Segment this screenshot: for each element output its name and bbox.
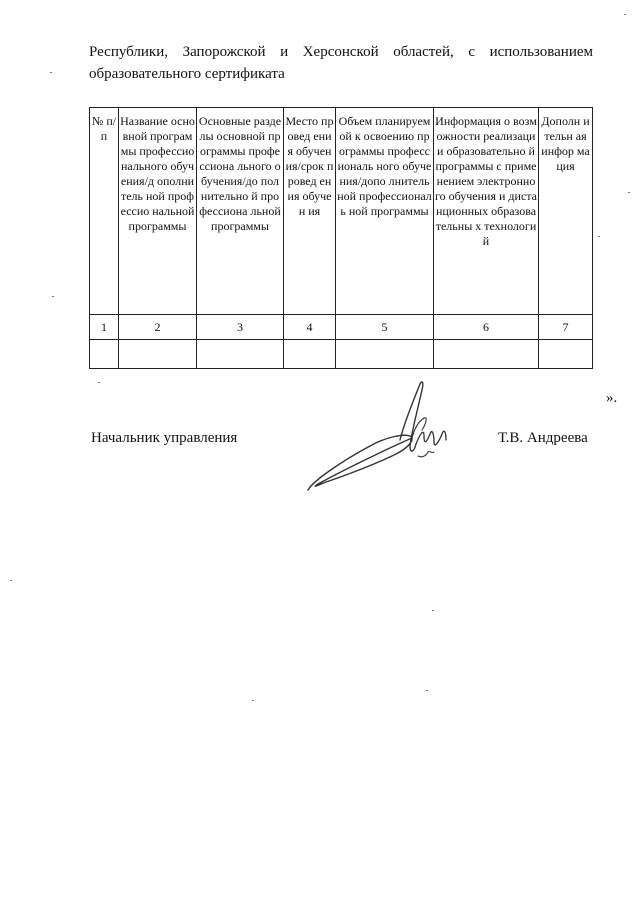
scan-speck (52, 296, 54, 297)
column-number-cell: 3 (197, 315, 284, 340)
intro-line-2: образовательного сертификата (89, 66, 285, 82)
scan-speck (98, 382, 100, 383)
column-number-cell: 2 (119, 315, 197, 340)
empty-cell (336, 340, 434, 369)
header-cell-place-term: Место провед ения обучен ия/срок провед ения обучен ия (284, 108, 336, 315)
scan-speck (628, 192, 630, 193)
header-cell-additional-info: Дополн ительн ая инфор мация (539, 108, 593, 315)
table-header-row (90, 108, 593, 315)
column-number-cell: 5 (336, 315, 434, 340)
column-number-cell: 7 (539, 315, 593, 340)
intro-line-1: Республики, Запорожской и Херсонской областей, с использованием (89, 44, 593, 60)
column-number-cell: 4 (284, 315, 336, 340)
header-cell-volume: Объем планируемой к освоению программы профессиональ ного обучения/допо лнительной профессиональ ной программы (336, 108, 434, 315)
column-number-cell: 6 (434, 315, 539, 340)
empty-cell (90, 340, 119, 369)
column-number-cell: 1 (90, 315, 119, 340)
empty-cell (197, 340, 284, 369)
closing-quote: ». (606, 390, 618, 406)
header-cell-e-learning: Информация о возможности реализации образовательно й программы с применением электронного обучения и дистанционных образовательны х технологий (434, 108, 539, 315)
scan-speck (252, 700, 254, 701)
programs-table (89, 107, 593, 369)
signatory-name: Т.В. Андреева (498, 430, 588, 446)
scan-speck (50, 72, 52, 73)
scan-speck (426, 690, 428, 691)
scan-speck (624, 14, 626, 15)
table-row (90, 340, 593, 369)
handwritten-signature (300, 378, 450, 498)
empty-cell (284, 340, 336, 369)
intro-paragraph (89, 41, 593, 85)
scan-speck (432, 610, 434, 611)
scan-speck (10, 580, 12, 581)
empty-cell (119, 340, 197, 369)
table-number-row (90, 315, 593, 340)
empty-cell (434, 340, 539, 369)
empty-cell (539, 340, 593, 369)
header-cell-number: № п/п (90, 108, 119, 315)
signatory-role: Начальник управления (91, 430, 238, 446)
header-cell-program-name: Название основной программы профессио нального обучения/д ополнитель ной профессио нальной программы (119, 108, 197, 315)
scan-speck (598, 236, 600, 237)
header-cell-sections: Основные разделы основной программы профессиона льного обучения/до полнительно й профессиона льной программы (197, 108, 284, 315)
